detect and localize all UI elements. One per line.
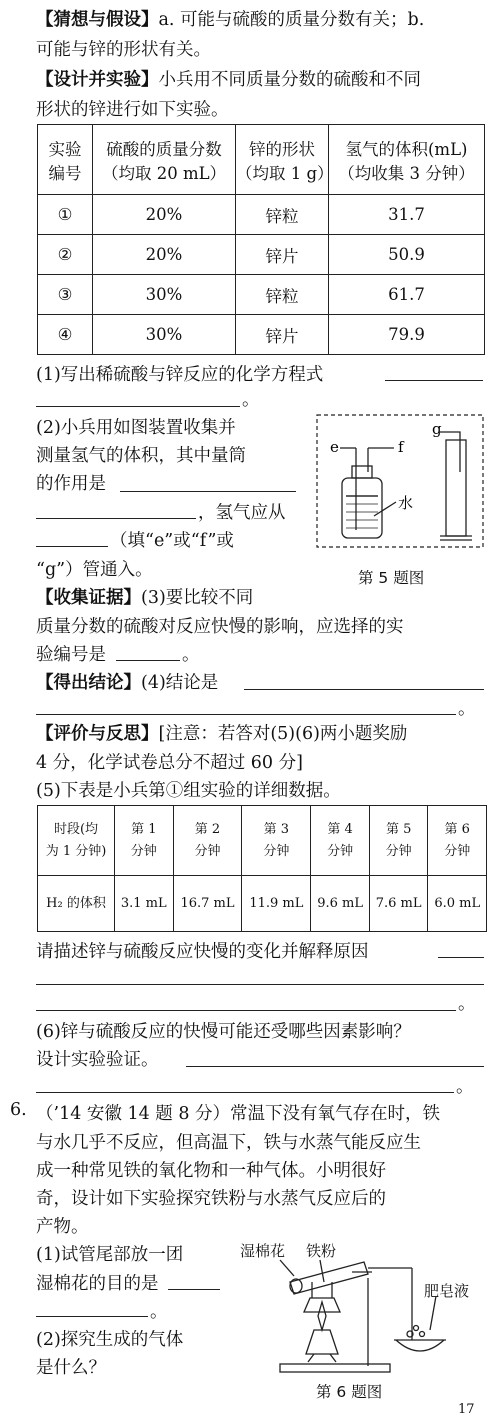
label-water: 水 <box>398 494 414 512</box>
detail-table-header <box>38 806 487 876</box>
table-cell: 20% <box>93 195 236 235</box>
conclusion-line: 【得出结论】(4)结论是 <box>36 673 219 693</box>
table-cell: ④ <box>38 315 93 355</box>
answer-blank-6a[interactable] <box>186 1066 484 1067</box>
question-2-line-1: (2)小兵用如图装置收集并 <box>36 418 236 438</box>
leader-soap <box>430 1296 436 1330</box>
table-cell: 61.7 <box>329 275 485 315</box>
table-row <box>38 275 485 315</box>
table-cell: 30% <box>93 315 236 355</box>
subquestion-2-line-2: 是什么？ <box>36 1358 106 1378</box>
table-cell: 9.6 mL <box>311 876 370 932</box>
problem-6-line-4: 奇，设计如下实验探究铁粉与水蒸气反应后的 <box>36 1189 386 1209</box>
answer-blank-4a[interactable] <box>244 689 484 690</box>
label-f: f <box>398 438 404 456</box>
answer-blank-1b[interactable] <box>36 406 240 407</box>
problem-6-line-1: （’14 安徽 14 题 8 分）常温下没有氧气存在时，铁 <box>36 1104 441 1124</box>
table-cell: 50.9 <box>329 235 485 275</box>
table-cell: 31.7 <box>329 195 485 235</box>
figure-6-caption: 第 6 题图 <box>316 1383 383 1401</box>
table-row <box>38 315 485 355</box>
table-row <box>38 235 485 275</box>
gas-bottle-icon <box>340 448 396 538</box>
hypothesis-line-1: 【猜想与假设】a. 可能与硫酸的质量分数有关；b. <box>36 10 425 30</box>
problem-6-number: 6. <box>10 1100 27 1120</box>
header-cell-min3: 第 3 分钟 <box>242 806 311 876</box>
header-cell-shape: 锌的形状 （均取 1 g） <box>236 125 329 195</box>
evaluation-line-1: 【评价与反思】[注意：若答对(5)(6)两小题奖励 <box>36 724 408 744</box>
table-cell: 锌粒 <box>236 195 329 235</box>
figure-6-apparatus <box>268 1258 488 1380</box>
header-cell-min4: 第 4 分钟 <box>311 806 370 876</box>
question-2-line-5: （填“e”或“f”或 <box>110 531 234 551</box>
table-cell: 3.1 mL <box>115 876 174 932</box>
problem-6-line-2: 与水几乎不反应，但高温下，铁与水蒸气能反应生 <box>36 1133 421 1153</box>
table-cell: ② <box>38 235 93 275</box>
design-line-2: 形状的锌进行如下实验。 <box>36 100 229 120</box>
answer-blank-2b[interactable] <box>36 518 196 519</box>
question-6-line-1: (6)锌与硫酸反应的快慢可能还受哪些因素影响？ <box>36 1022 411 1042</box>
leader-iron <box>320 1260 324 1282</box>
table-row <box>38 876 487 932</box>
collect-line-3: 验编号是 <box>36 645 106 665</box>
answer-blank-2c[interactable] <box>36 546 108 547</box>
question-2-line-3: 的作用是 <box>36 474 106 494</box>
page-number: 17 <box>458 1402 475 1417</box>
header-cell-min1: 第 1 分钟 <box>115 806 174 876</box>
leader-cotton <box>280 1260 294 1276</box>
question-6-line-2: 设计实验验证。 <box>36 1050 159 1070</box>
table-cell: 7.6 mL <box>369 876 428 932</box>
evaluation-line-3: (5)下表是小兵第①组实验的详细数据。 <box>36 781 341 801</box>
row-label-h2-volume: H₂ 的体积 <box>38 876 115 932</box>
header-cell-volume: 氢气的体积(mL) （均收集 3 分钟） <box>329 125 485 195</box>
answer-blank-4b[interactable] <box>36 714 456 715</box>
hypothesis-line-2: 可能与锌的形状有关。 <box>36 40 211 60</box>
answer-blank-p6-1a[interactable] <box>168 1289 220 1290</box>
evaporating-dish-icon <box>394 1326 446 1352</box>
question-5: 请描述锌与硫酸反应快慢的变化并解释原因 <box>36 942 369 962</box>
question-1: (1)写出稀硫酸与锌反应的化学方程式 <box>36 365 324 385</box>
figure-5-caption: 第 5 题图 <box>358 569 425 587</box>
answer-blank-p6-1b[interactable] <box>36 1316 148 1317</box>
table-row <box>38 195 485 235</box>
problem-6-line-3: 成一种常见铁的氧化物和一种气体。小明很好 <box>36 1161 386 1181</box>
answer-blank-3[interactable] <box>116 660 180 661</box>
answer-blank-5a[interactable] <box>438 957 484 958</box>
experiment-table-header <box>38 125 485 195</box>
experiment-table <box>37 124 485 355</box>
answer-blank-5c[interactable] <box>36 1010 456 1011</box>
table-cell: ③ <box>38 275 93 315</box>
detail-table <box>37 805 487 932</box>
figure-5-apparatus <box>316 412 486 552</box>
label-wet-cotton: 湿棉花 <box>240 1242 286 1260</box>
label-soap-solution: 肥皂液 <box>424 1282 470 1300</box>
question-2-line-6: “g”）管通入。 <box>36 560 153 580</box>
collect-line-1: 【收集证据】(3)要比较不同 <box>36 588 254 608</box>
table-cell: 79.9 <box>329 315 485 355</box>
table-cell: 6.0 mL <box>428 876 487 932</box>
problem-6-line-5: 产物。 <box>36 1217 89 1237</box>
label-e: e <box>330 438 339 456</box>
header-cell-min6: 第 6 分钟 <box>428 806 487 876</box>
answer-blank-1a[interactable] <box>385 380 483 381</box>
header-cell-min2: 第 2 分钟 <box>173 806 242 876</box>
table-cell: 11.9 mL <box>242 876 311 932</box>
answer-blank-6b[interactable] <box>36 1092 454 1093</box>
design-line-1: 【设计并实验】小兵用不同质量分数的硫酸和不同 <box>36 70 421 90</box>
header-cell-concentration: 硫酸的质量分数 （均取 20 mL） <box>93 125 236 195</box>
label-g: g <box>432 420 442 438</box>
alcohol-burner-icon <box>304 1282 340 1362</box>
table-cell: ① <box>38 195 93 235</box>
table-cell: 锌片 <box>236 235 329 275</box>
table-cell: 锌粒 <box>236 275 329 315</box>
label-iron-powder: 铁粉 <box>306 1242 337 1260</box>
answer-blank-5b[interactable] <box>36 984 484 985</box>
subquestion-1-line-1: (1)试管尾部放一团 <box>36 1245 184 1265</box>
answer-blank-2a[interactable] <box>120 491 296 492</box>
evaluation-line-2: 4 分，化学试卷总分不超过 60 分] <box>36 753 303 773</box>
table-cell: 30% <box>93 275 236 315</box>
header-cell-number: 实验 编号 <box>38 125 93 195</box>
subquestion-2-line-1: (2)探究生成的气体 <box>36 1330 184 1350</box>
table-cell: 锌片 <box>236 315 329 355</box>
header-cell-period: 时段(均 为 1 分钟) <box>38 806 115 876</box>
iron-stand-icon <box>280 1272 390 1372</box>
table-cell: 16.7 mL <box>173 876 242 932</box>
table-cell: 20% <box>93 235 236 275</box>
collect-line-2: 质量分数的硫酸对反应快慢的影响，应选择的实 <box>36 617 404 637</box>
graduated-cylinder-icon <box>440 432 472 540</box>
question-2-line-2: 测量氢气的体积，其中量筒 <box>36 446 246 466</box>
question-2-line-4: ，氢气应从 <box>198 503 286 523</box>
subquestion-1-line-2: 湿棉花的目的是 <box>36 1274 159 1294</box>
header-cell-min5: 第 5 分钟 <box>369 806 428 876</box>
